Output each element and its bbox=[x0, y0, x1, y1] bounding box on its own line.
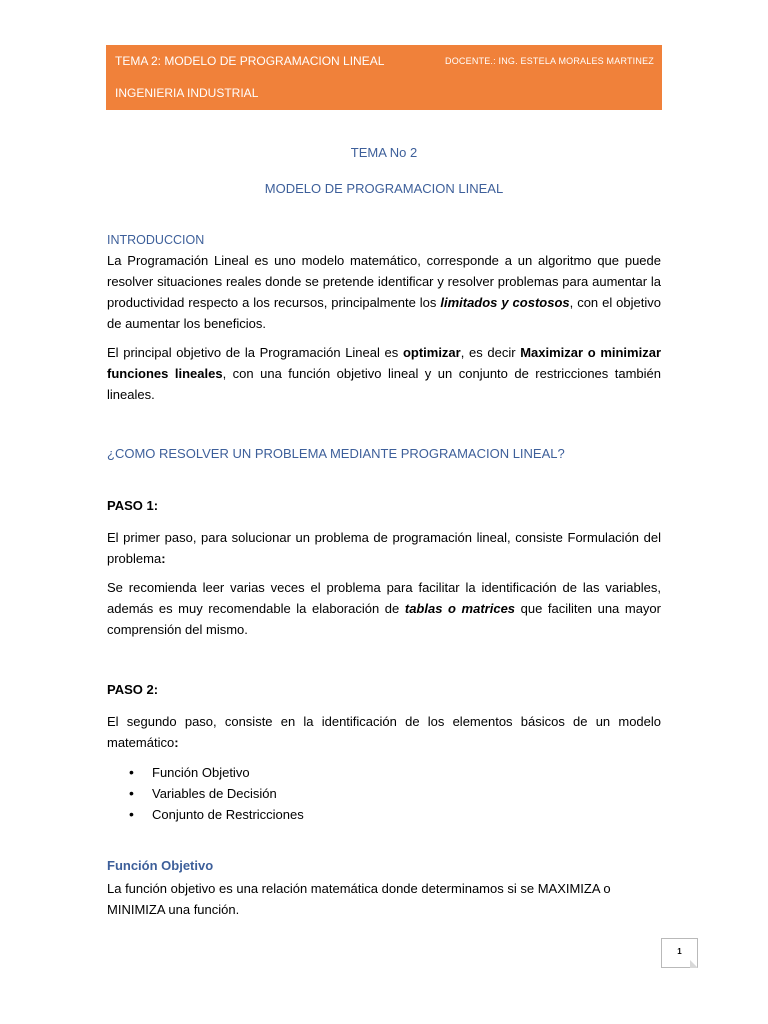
document-title: MODELO DE PROGRAMACION LINEAL bbox=[264, 181, 504, 196]
step1-paragraph-2: Se recomienda leer varias veces el problema para facilitar la identificación de las variables, además es muy recomendable la elaboración de tablas o matrices que faciliten una mayor comprensión del mismo. bbox=[107, 580, 661, 637]
page-header bbox=[106, 45, 662, 110]
list-item: • Conjunto de Restricciones bbox=[129, 804, 304, 825]
page-number-box bbox=[661, 938, 698, 968]
step1-paragraph-1: El primer paso, para solucionar un problema de programación lineal, consiste Formulación del problema: bbox=[107, 530, 661, 566]
header-teacher: DOCENTE.: ING. ESTELA MORALES MARTINEZ bbox=[445, 56, 654, 66]
step2-paragraph: El segundo paso, consiste en la identificación de los elementos básicos de un modelo matemático: bbox=[107, 714, 661, 750]
page-number: 1 bbox=[677, 947, 682, 956]
page-fold-icon bbox=[690, 960, 698, 968]
intro-paragraph-2: El principal objetivo de la Programación Lineal es optimizar, es decir Maximizar o minimizar funciones lineales, con una función objetivo lineal y un conjunto de restricciones también lineales. bbox=[107, 345, 662, 402]
header-topic: TEMA 2: MODELO DE PROGRAMACION LINEAL bbox=[115, 54, 385, 68]
list-item: • Función Objetivo bbox=[129, 762, 304, 783]
step1-label: PASO 1: bbox=[107, 498, 159, 513]
question-heading: ¿COMO RESOLVER UN PROBLEMA MEDIANTE PROGRAMACION LINEAL? bbox=[107, 446, 565, 461]
intro-paragraph-1: La Programación Lineal es uno modelo matemático, corresponde a un algoritmo que puede resolver situaciones reales donde se pretende identificar y resolver problemas para aumentar la productividad respecto a los recursos, principalmente los limitados y costosos, con el objetivo de aumentar los beneficios. bbox=[107, 253, 661, 331]
intro-heading: INTRODUCCION bbox=[107, 233, 205, 247]
elements-list bbox=[129, 762, 304, 825]
list-item: • Variables de Decisión bbox=[129, 783, 304, 804]
objective-paragraph: La función objetivo es una relación matemática donde determinamos si se MAXIMIZA o MINIMIZA una función. bbox=[107, 881, 611, 917]
topic-number: TEMA No 2 bbox=[350, 145, 418, 160]
step2-label: PASO 2: bbox=[107, 682, 159, 697]
objective-heading: Función Objetivo bbox=[107, 858, 214, 873]
header-career: INGENIERIA INDUSTRIAL bbox=[115, 86, 259, 100]
